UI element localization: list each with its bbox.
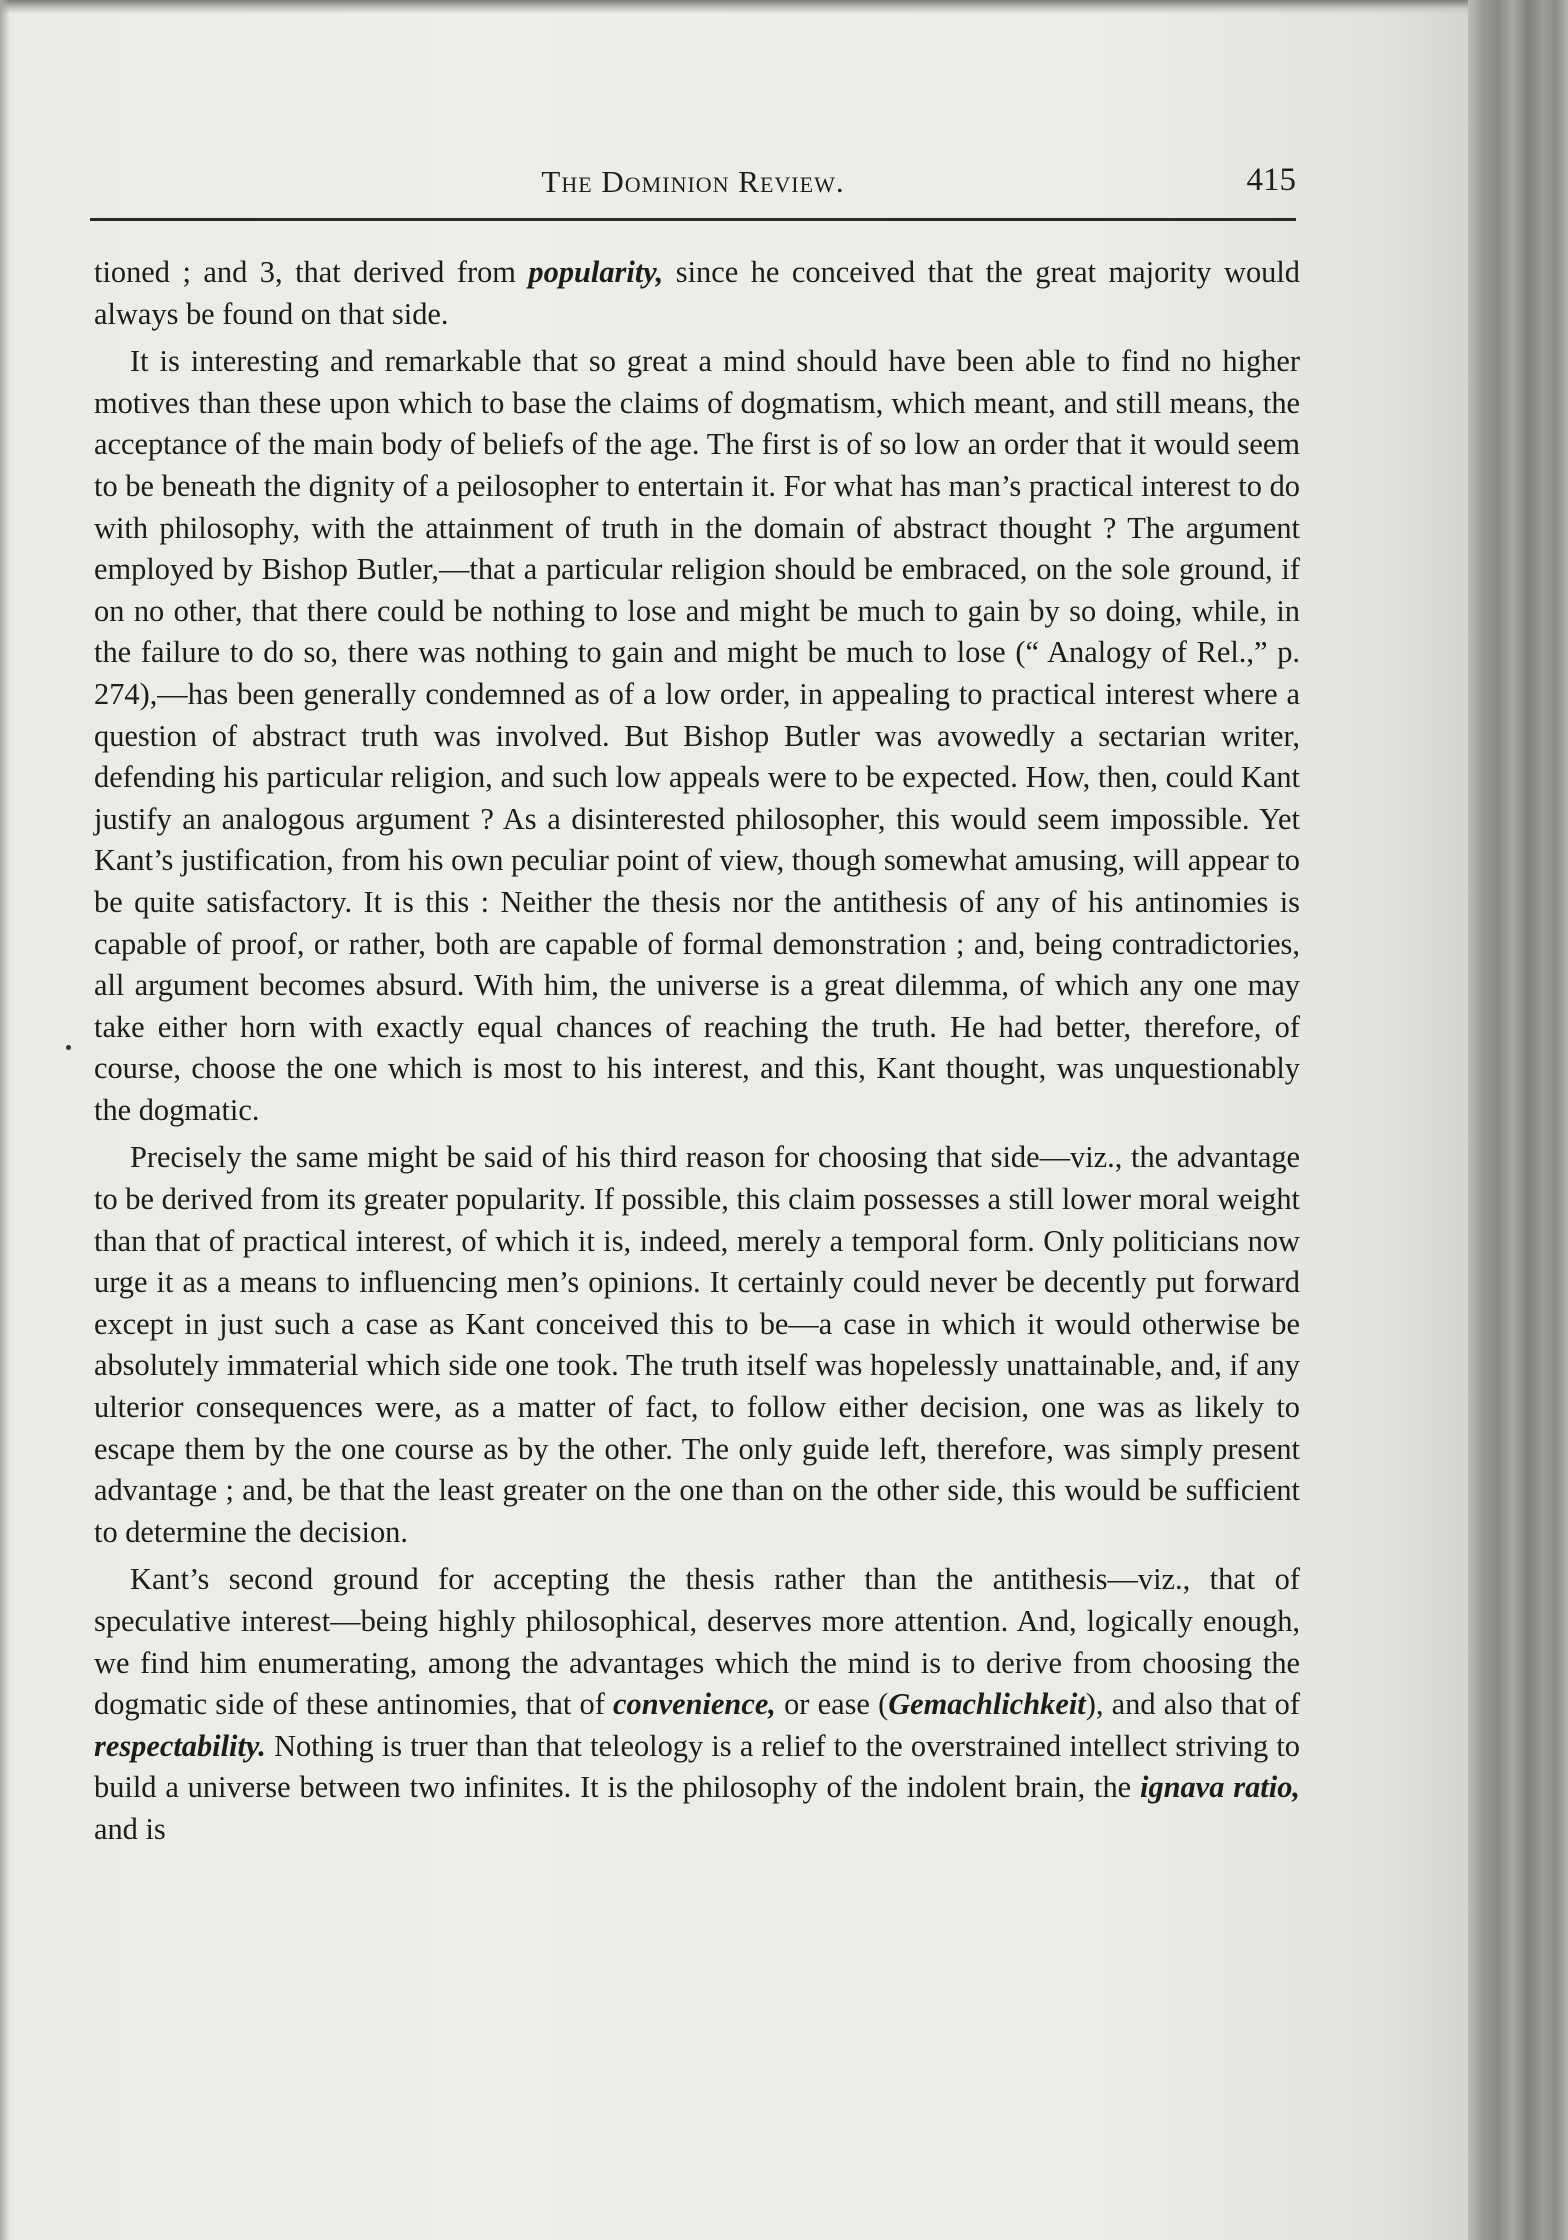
italic-term: convenience, bbox=[613, 1687, 776, 1722]
running-header bbox=[90, 160, 1296, 221]
page-left-shadow bbox=[0, 0, 10, 2240]
italic-term: popularity, bbox=[528, 255, 664, 289]
body-text bbox=[94, 252, 1300, 1857]
page-number: 415 bbox=[1246, 162, 1296, 198]
text-run: Precisely the same might be said of his third reason for choosing that side—viz., the advantage to be derived from its greater popularity. If possible, this claim possesses a still lower moral weight than that of practical interest, of which it is, indeed, merely a temporal form. Only politicians now urge it as a means to influencing men’s opinions. It certainly could never be decently put forward except in just such a case as Kant conceived this to be—a case in which it would otherwise be absolutely immaterial which side one took. The truth itself was hopelessly unattainable, and, if any ulterior consequences were, as a matter of fact, to follow either decision, one was as likely to escape them by the one course as by the other. The only guide left, therefore, was simply present advantage ; and, be that the least greater on the one than on the other side, this would be sufficient to determine the decision. bbox=[94, 1140, 1300, 1549]
text-run: tioned ; and 3, that derived from bbox=[94, 255, 529, 289]
text-run: It is interesting and remarkable that so great a mind should have been able to find no higher motives than these upon which to base the claims of dogmatism, which meant, and still means, the acceptance of the main body of beliefs of the age. The first is of so low an order that it would seem to be beneath the dignity of a peilosopher to entertain it. For what has man’s practical interest to do with philosophy, with the attainment of truth in the domain of abstract thought ? The argument employed by Bishop Butler,—that a particular religion should be embraced, on the sole ground, if on no other, that there could be nothing to lose and might be much to gain by so doing, while, in the failure to do so, there was nothing to gain and might be much to lose (“ Analogy of Rel.,” p. 274),—has been generally condemned as of a low order, in appealing to practical interest where a question of abstract truth was involved. But Bishop Butler was avowedly a sectarian writer, defending his particular religion, and such low appeals were to be expected. How, then, could Kant justify an analogous argument ? As a disinterested philosopher, this would seem impossible. Yet Kant’s justification, from his own peculiar point of view, though somewhat amusing, will appear to be quite satisfactory. It is this : Neither the thesis nor the antithesis of any of his antinomies is capable of proof, or rather, both are capable of formal demonstration ; and, being contradictories, all argument becomes absurd. With him, the universe is a great dilemma, of which any one may take either horn with exactly equal chances of reaching the truth. He had better, therefore, of course, choose the one which is most to his interest, and this, Kant thought, was unquestionably the dogmatic. bbox=[94, 344, 1300, 1127]
text-run: ), and also that of bbox=[1085, 1687, 1300, 1722]
book-binding-edge bbox=[1468, 0, 1568, 2240]
text-run: Nothing is truer than that teleology is a relief to the overstrained intellect striving to build a universe between two infinites. It is the philosophy of the indolent brain, the bbox=[94, 1728, 1300, 1805]
text-run: since he conceived that the great majority would always be found on that side. bbox=[94, 255, 1300, 331]
italic-term: ignava ratio, bbox=[1140, 1770, 1300, 1805]
paragraph-1 bbox=[94, 252, 1300, 335]
italic-term: respectability. bbox=[94, 1728, 266, 1763]
italic-term: Gemachlichkeit bbox=[888, 1687, 1086, 1722]
paragraph-3 bbox=[94, 1137, 1300, 1553]
running-title: The Dominion Review. bbox=[541, 164, 845, 199]
text-run: or ease ( bbox=[775, 1687, 889, 1722]
page-top-shadow bbox=[0, 0, 1568, 14]
paragraph-4 bbox=[94, 1559, 1300, 1850]
text-run: and is bbox=[94, 1811, 166, 1846]
text-run: Kant’s second ground for accepting the thesis rather than the antithesis—viz., that of speculative interest—being highly philosophical, deserves more attention. And, logically enough, we find him enumerating, among the advantages which the mind is to derive from choosing the dogmatic side of these antinomies, that of bbox=[94, 1562, 1300, 1722]
paragraph-2 bbox=[94, 341, 1300, 1131]
margin-mark bbox=[66, 1045, 71, 1050]
